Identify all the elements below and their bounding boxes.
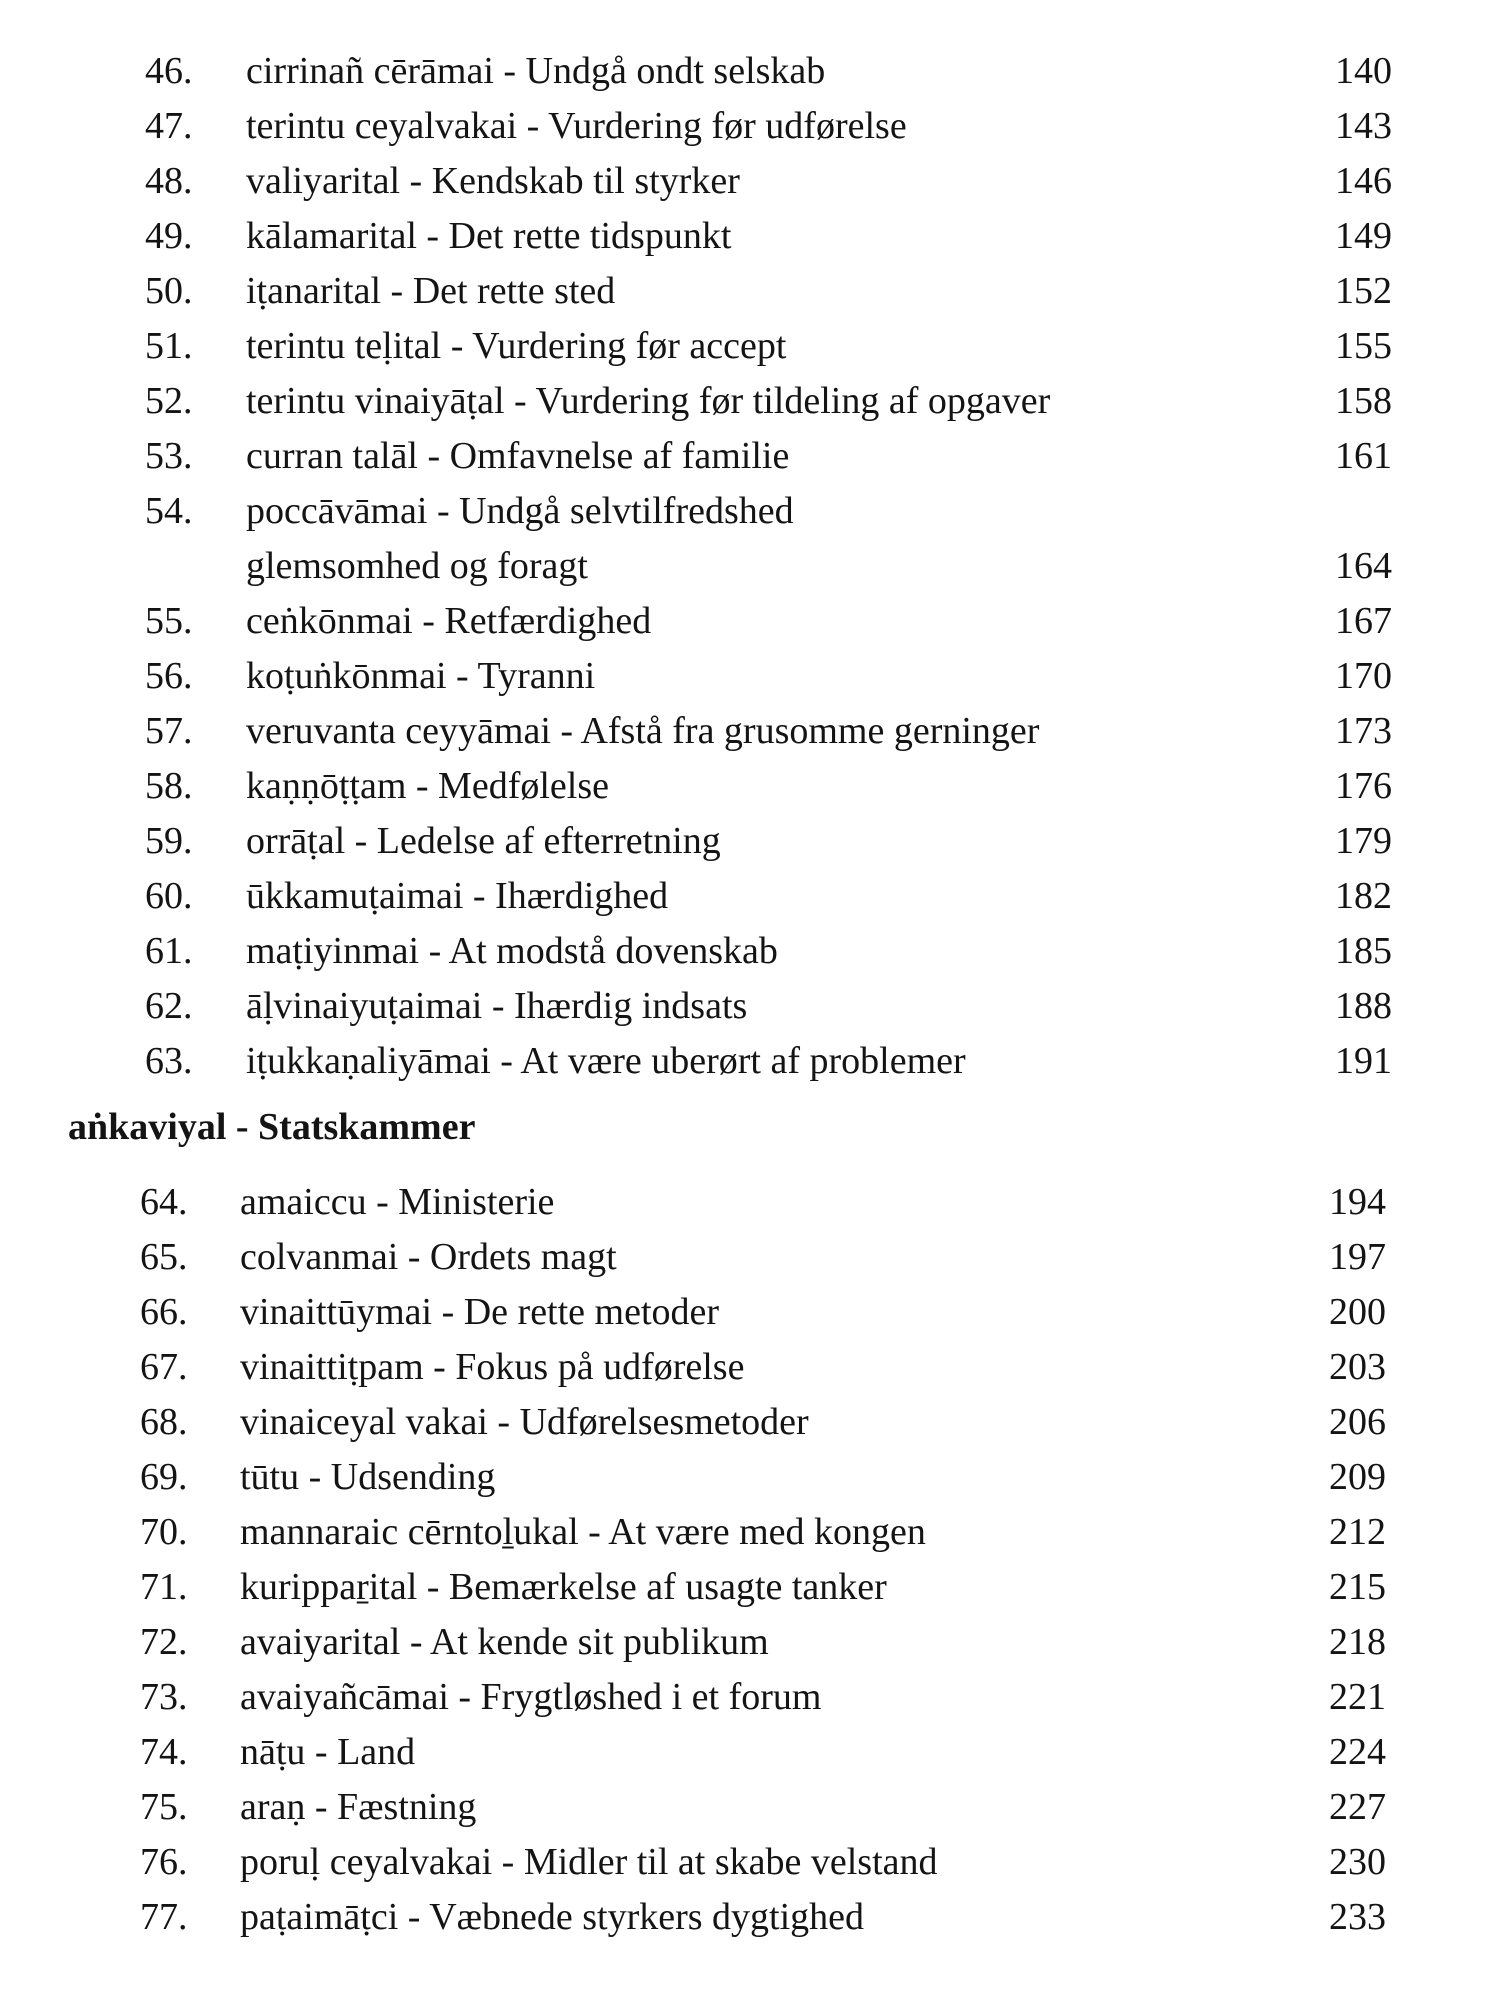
toc-entry-title: iṭukkaṇaliyāmai - At være uberørt af problemer bbox=[246, 1040, 966, 1082]
toc-entry-number: 57. bbox=[145, 710, 193, 752]
toc-entry-title: āḷvinaiyuṭaimai - Ihærdig indsats bbox=[246, 985, 748, 1027]
toc-entry-page: 194 bbox=[1329, 1181, 1386, 1223]
toc-entry-number: 60. bbox=[145, 875, 193, 917]
toc-entry-page: 197 bbox=[1329, 1236, 1386, 1278]
toc-entry-page: 233 bbox=[1329, 1896, 1386, 1938]
toc-entry-page: 140 bbox=[1335, 50, 1392, 92]
toc-entry-page: 212 bbox=[1329, 1511, 1386, 1553]
toc-entry-title: orrāṭal - Ledelse af efterretning bbox=[246, 820, 721, 862]
toc-entry-number: 64. bbox=[140, 1181, 188, 1223]
toc-entry-number: 47. bbox=[145, 105, 193, 147]
toc-section-1 bbox=[0, 44, 1500, 1089]
toc-entry-number: 63. bbox=[145, 1040, 193, 1082]
toc-entry bbox=[0, 1395, 1500, 1450]
toc-entry bbox=[0, 1450, 1500, 1505]
toc-entry bbox=[0, 1034, 1500, 1089]
toc-entry-page: 209 bbox=[1329, 1456, 1386, 1498]
toc-entry-page: 146 bbox=[1335, 160, 1392, 202]
toc-entry bbox=[0, 1780, 1500, 1835]
toc-section-2 bbox=[0, 1175, 1500, 1945]
toc-entry bbox=[0, 869, 1500, 924]
toc-entry bbox=[0, 1890, 1500, 1945]
toc-entry-number: 73. bbox=[140, 1676, 188, 1718]
toc-entry-number: 52. bbox=[145, 380, 193, 422]
toc-entry-number: 66. bbox=[140, 1291, 188, 1333]
toc-entry-number: 61. bbox=[145, 930, 193, 972]
toc-entry bbox=[0, 264, 1500, 319]
toc-entry bbox=[0, 924, 1500, 979]
toc-entry-page: 161 bbox=[1335, 435, 1392, 477]
toc-entry-title: terintu teḷital - Vurdering før accept bbox=[246, 325, 787, 367]
toc-entry-title: maṭiyinmai - At modstå dovenskab bbox=[246, 930, 778, 972]
toc-entry-number: 53. bbox=[145, 435, 193, 477]
toc-entry-title: avaiyañcāmai - Frygtløshed i et forum bbox=[240, 1676, 822, 1718]
toc-entry-page: 149 bbox=[1335, 215, 1392, 257]
toc-entry-title: iṭanarital - Det rette sted bbox=[246, 270, 616, 312]
toc-entry-page: 185 bbox=[1335, 930, 1392, 972]
toc-entry-title: curran talāl - Omfavnelse af familie bbox=[246, 435, 790, 477]
toc-entry bbox=[0, 1835, 1500, 1890]
toc-entry-number: 77. bbox=[140, 1896, 188, 1938]
toc-entry-number: 65. bbox=[140, 1236, 188, 1278]
toc-entry bbox=[0, 484, 1500, 594]
toc-entry bbox=[0, 1560, 1500, 1615]
toc-entry-title: ceṅkōnmai - Retfærdighed bbox=[246, 600, 652, 642]
toc-entry-number: 56. bbox=[145, 655, 193, 697]
toc-entry-page: 152 bbox=[1335, 270, 1392, 312]
toc-entry-page: 188 bbox=[1335, 985, 1392, 1027]
toc-entry bbox=[0, 594, 1500, 649]
toc-entry-page: 167 bbox=[1335, 600, 1392, 642]
toc-entry-page: 158 bbox=[1335, 380, 1392, 422]
toc-entry bbox=[0, 1670, 1500, 1725]
toc-entry bbox=[0, 1615, 1500, 1670]
toc-entry-page: 179 bbox=[1335, 820, 1392, 862]
toc-entry-title: cirrinañ cērāmai - Undgå ondt selskab bbox=[246, 50, 826, 92]
toc-entry bbox=[0, 99, 1500, 154]
toc-entry-title: ūkkamuṭaimai - Ihærdighed bbox=[246, 875, 669, 917]
toc-entry-number: 72. bbox=[140, 1621, 188, 1663]
toc-entry bbox=[0, 759, 1500, 814]
toc-entry bbox=[0, 1175, 1500, 1230]
toc-entry-title: veruvanta ceyyāmai - Afstå fra grusomme gerninger bbox=[246, 710, 1040, 752]
toc-entry-page: 206 bbox=[1329, 1401, 1386, 1443]
toc-entry-page: 143 bbox=[1335, 105, 1392, 147]
toc-entry-title: kaṇṇōṭṭam - Medfølelse bbox=[246, 765, 610, 807]
toc-entry-title: nāṭu - Land bbox=[240, 1731, 416, 1773]
toc-entry-number: 51. bbox=[145, 325, 193, 367]
toc-entry bbox=[0, 374, 1500, 429]
toc-entry-page: 176 bbox=[1335, 765, 1392, 807]
toc-entry bbox=[0, 704, 1500, 759]
toc-entry-page: 155 bbox=[1335, 325, 1392, 367]
toc-entry-title: vinaittiṭpam - Fokus på udførelse bbox=[240, 1346, 745, 1388]
toc-entry-title: vinaiceyal vakai - Udførelsesmetoder bbox=[240, 1401, 809, 1443]
toc-entry bbox=[0, 429, 1500, 484]
toc-entry-page: 200 bbox=[1329, 1291, 1386, 1333]
toc-entry-title: terintu ceyalvakai - Vurdering før udførelse bbox=[246, 105, 907, 147]
toc-entry bbox=[0, 979, 1500, 1034]
toc-entry-page: 227 bbox=[1329, 1786, 1386, 1828]
toc-entry bbox=[0, 814, 1500, 869]
toc-entry bbox=[0, 1285, 1500, 1340]
toc-entry bbox=[0, 44, 1500, 99]
toc-entry-title: colvanmai - Ordets magt bbox=[240, 1236, 617, 1278]
toc-entry-title: paṭaimāṭci - Væbnede styrkers dygtighed bbox=[240, 1896, 865, 1938]
toc-entry-number: 59. bbox=[145, 820, 193, 862]
toc-entry bbox=[0, 1725, 1500, 1780]
toc-entry-number: 76. bbox=[140, 1841, 188, 1883]
toc-entry-title: mannaraic cērntoḻukal - At være med kongen bbox=[240, 1511, 926, 1553]
toc-entry-number: 58. bbox=[145, 765, 193, 807]
toc-entry-number: 54. bbox=[145, 490, 193, 532]
section-heading: aṅkaviyal - Statskammer bbox=[68, 1106, 476, 1148]
toc-entry-title: kurippaṟital - Bemærkelse af usagte tanker bbox=[240, 1566, 887, 1608]
toc-entry-title: kālamarital - Det rette tidspunkt bbox=[246, 215, 732, 257]
toc-entry-page: 230 bbox=[1329, 1841, 1386, 1883]
toc-entry-number: 69. bbox=[140, 1456, 188, 1498]
toc-entry-page: 221 bbox=[1329, 1676, 1386, 1718]
toc-entry bbox=[0, 154, 1500, 209]
toc-entry-title: poruḷ ceyalvakai - Midler til at skabe velstand bbox=[240, 1841, 938, 1883]
toc-entry-number: 68. bbox=[140, 1401, 188, 1443]
toc-entry-title: amaiccu - Ministerie bbox=[240, 1181, 555, 1223]
toc-entry-number: 46. bbox=[145, 50, 193, 92]
toc-entry-title: terintu vinaiyāṭal - Vurdering før tildeling af opgaver bbox=[246, 380, 1051, 422]
toc-entry-number: 62. bbox=[145, 985, 193, 1027]
toc-entry-page: 173 bbox=[1335, 710, 1392, 752]
toc-entry-number: 71. bbox=[140, 1566, 188, 1608]
toc-entry-number: 70. bbox=[140, 1511, 188, 1553]
toc-entry-title: avaiyarital - At kende sit publikum bbox=[240, 1621, 769, 1663]
toc-entry bbox=[0, 319, 1500, 374]
toc-entry bbox=[0, 649, 1500, 704]
toc-entry bbox=[0, 1230, 1500, 1285]
toc-entry bbox=[0, 1340, 1500, 1395]
toc-entry-title: araṇ - Fæstning bbox=[240, 1786, 477, 1828]
toc-entry-number: 55. bbox=[145, 600, 193, 642]
toc-entry-page: 170 bbox=[1335, 655, 1392, 697]
toc-entry bbox=[0, 1505, 1500, 1560]
toc-entry bbox=[0, 209, 1500, 264]
toc-entry-number: 75. bbox=[140, 1786, 188, 1828]
toc-entry-page: 203 bbox=[1329, 1346, 1386, 1388]
toc-entry-page: 164 bbox=[1335, 545, 1392, 587]
toc-entry-number: 50. bbox=[145, 270, 193, 312]
toc-entry-number: 49. bbox=[145, 215, 193, 257]
toc-entry-number: 67. bbox=[140, 1346, 188, 1388]
toc-entry-title: tūtu - Udsending bbox=[240, 1456, 496, 1498]
toc-entry-title: valiyarital - Kendskab til styrker bbox=[246, 160, 740, 202]
toc-entry-number: 48. bbox=[145, 160, 193, 202]
toc-entry-page: 218 bbox=[1329, 1621, 1386, 1663]
toc-entry-page: 224 bbox=[1329, 1731, 1386, 1773]
toc-entry-page: 182 bbox=[1335, 875, 1392, 917]
toc-entry-page: 191 bbox=[1335, 1040, 1392, 1082]
toc-entry-title: vinaittūymai - De rette metoder bbox=[240, 1291, 720, 1333]
toc-entry-title: koṭuṅkōnmai - Tyranni bbox=[246, 655, 596, 697]
toc-entry-number: 74. bbox=[140, 1731, 188, 1773]
toc-entry-page: 215 bbox=[1329, 1566, 1386, 1608]
toc-entry-title: poccāvāmai - Undgå selvtilfredshed glemsomhed og foragt bbox=[246, 490, 794, 587]
